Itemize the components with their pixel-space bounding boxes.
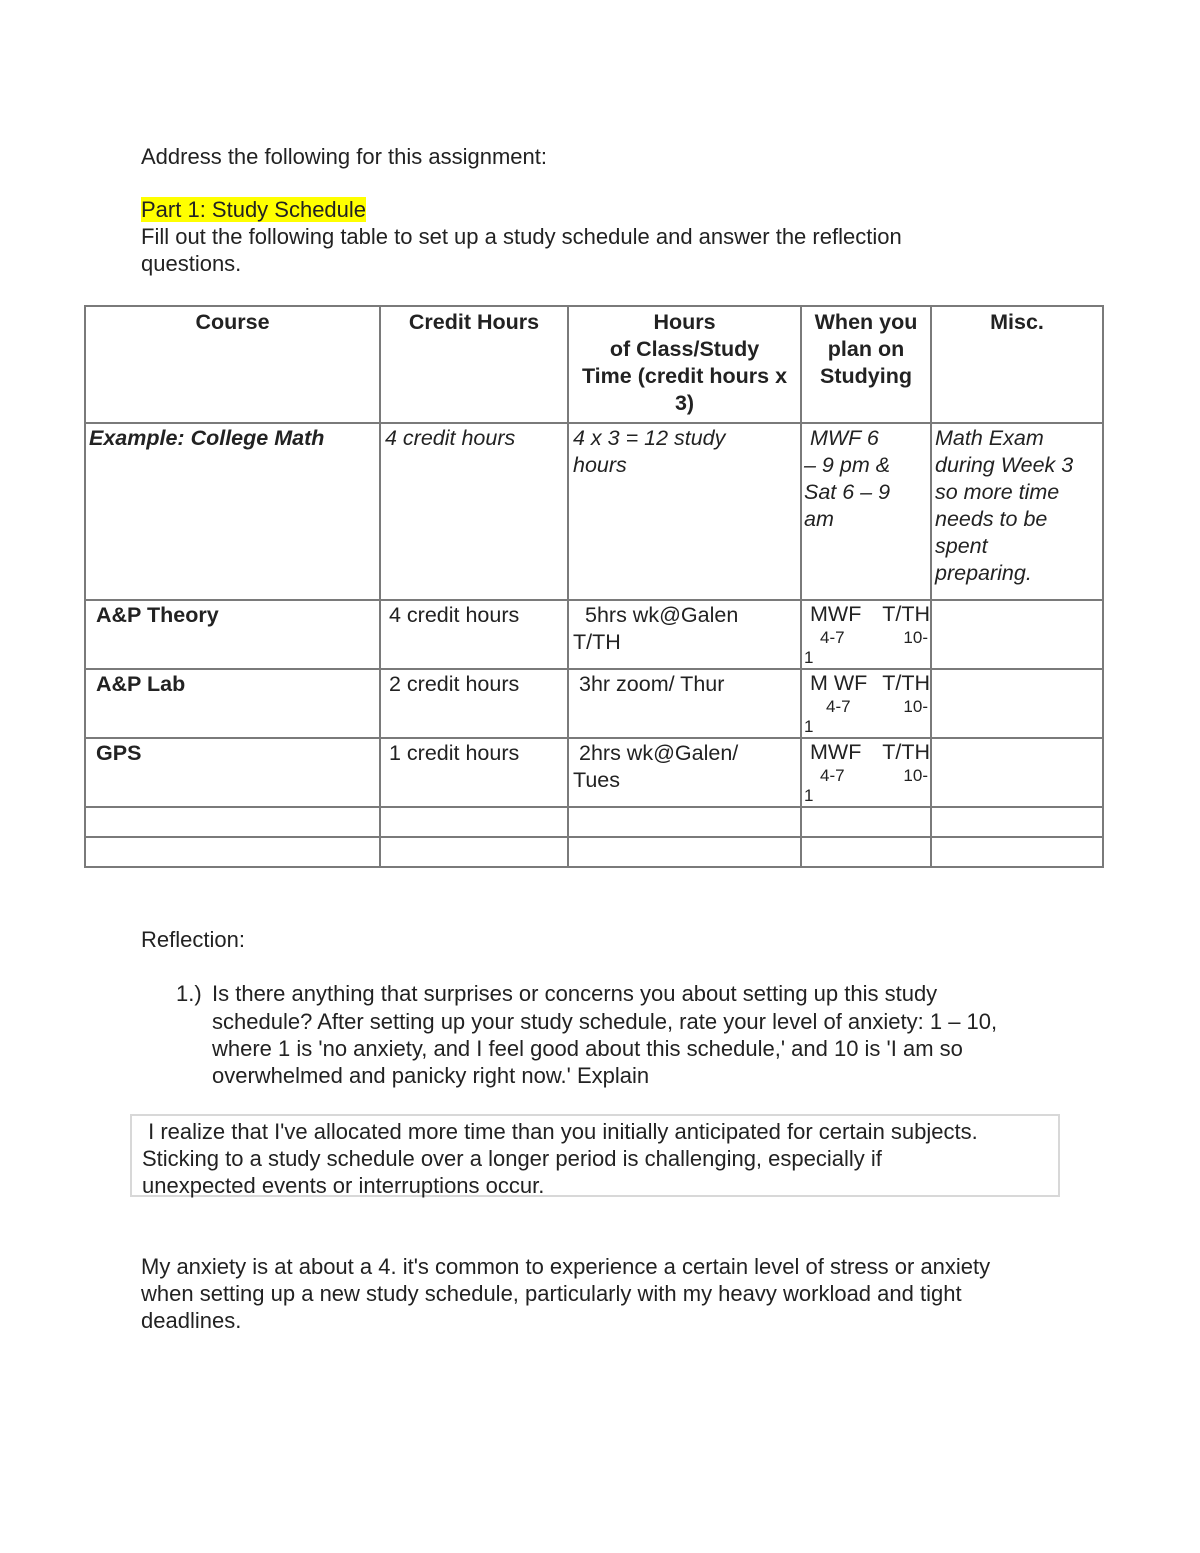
anxiety-line: My anxiety is at about a 4. it's common to experience a certain level of stress or anxiety bbox=[141, 1254, 991, 1279]
when-times: 10- bbox=[903, 766, 928, 785]
when-sub bbox=[804, 628, 930, 648]
when-cell[interactable] bbox=[801, 600, 931, 669]
when-times: 4-7 bbox=[826, 697, 851, 716]
when-days: M WF bbox=[810, 671, 868, 695]
question-number: 1.) bbox=[176, 981, 202, 1006]
question-line: schedule? After setting up your study schedule, rate your level of anxiety: 1 – 10, bbox=[212, 1009, 998, 1034]
instructions-line-1: Fill out the following table to set up a study schedule and answer the reflection bbox=[141, 224, 902, 249]
header-when bbox=[801, 306, 931, 423]
part1-heading bbox=[141, 196, 366, 223]
example-when-line: am bbox=[804, 507, 834, 531]
header-when-line: plan on bbox=[827, 337, 905, 361]
credit-cell[interactable]: 2 credit hours bbox=[380, 669, 568, 738]
when-days: T/TH bbox=[882, 671, 930, 695]
question-line: Is there anything that surprises or concerns you about setting up this study bbox=[212, 981, 938, 1006]
header-course: Course bbox=[85, 306, 380, 423]
answer-textbox[interactable] bbox=[130, 1114, 1060, 1197]
hours-cell[interactable] bbox=[568, 600, 801, 669]
when-days: MWF bbox=[810, 740, 862, 764]
hours-cell[interactable] bbox=[568, 669, 801, 738]
when-cell[interactable] bbox=[801, 669, 931, 738]
example-credit[interactable]: 4 credit hours bbox=[380, 423, 568, 600]
empty-cell[interactable] bbox=[85, 807, 380, 837]
instructions-line-2: questions. bbox=[141, 251, 242, 276]
when-cell[interactable] bbox=[801, 738, 931, 807]
table-row bbox=[85, 669, 1103, 738]
empty-cell[interactable] bbox=[568, 807, 801, 837]
part1-heading-highlight: Part 1: Study Schedule bbox=[141, 197, 367, 222]
study-schedule-table bbox=[84, 305, 1104, 868]
header-hours-line: Hours bbox=[653, 310, 716, 334]
hours-line: 5hrs wk@Galen bbox=[585, 603, 739, 627]
intro-text: Address the following for this assignment: bbox=[141, 144, 547, 169]
anxiety-line: when setting up a new study schedule, particularly with my heavy workload and tight bbox=[141, 1281, 962, 1306]
hours-line: 2hrs wk@Galen/ bbox=[579, 741, 739, 765]
empty-cell[interactable] bbox=[568, 837, 801, 867]
when-top bbox=[804, 739, 930, 766]
empty-cell[interactable] bbox=[85, 837, 380, 867]
table-row-empty bbox=[85, 837, 1103, 867]
example-misc-line: spent bbox=[935, 534, 988, 558]
header-hours bbox=[568, 306, 801, 423]
example-when[interactable] bbox=[801, 423, 931, 600]
empty-cell[interactable] bbox=[931, 807, 1103, 837]
question-line: where 1 is 'no anxiety, and I feel good about this schedule,' and 10 is 'I am so bbox=[212, 1036, 963, 1061]
empty-cell[interactable] bbox=[380, 837, 568, 867]
when-tail: 1 bbox=[804, 648, 814, 667]
answer-line: unexpected events or interruptions occur. bbox=[142, 1173, 545, 1198]
misc-cell[interactable] bbox=[931, 600, 1103, 669]
when-tail: 1 bbox=[804, 786, 814, 805]
example-when-line: MWF 6 bbox=[804, 426, 879, 450]
when-sub bbox=[804, 766, 930, 786]
empty-cell[interactable] bbox=[380, 807, 568, 837]
reflection-label: Reflection: bbox=[141, 927, 245, 952]
header-misc: Misc. bbox=[931, 306, 1103, 423]
example-misc[interactable] bbox=[931, 423, 1103, 600]
example-misc-line: needs to be bbox=[935, 507, 1048, 531]
example-hours-line: hours bbox=[573, 453, 627, 477]
example-misc-line: during Week 3 bbox=[935, 453, 1074, 477]
credit-cell[interactable]: 4 credit hours bbox=[380, 600, 568, 669]
header-when-line: Studying bbox=[820, 364, 912, 388]
answer-line: Sticking to a study schedule over a longer period is challenging, especially if bbox=[142, 1146, 882, 1171]
example-misc-line: preparing. bbox=[935, 561, 1032, 585]
header-hours-line: 3) bbox=[674, 391, 695, 415]
header-when-line: When you bbox=[814, 310, 918, 334]
table-header-row bbox=[85, 306, 1103, 423]
when-times: 4-7 bbox=[820, 628, 845, 647]
header-hours-line: of Class/Study bbox=[609, 337, 760, 361]
empty-cell[interactable] bbox=[801, 807, 931, 837]
example-misc-line: so more time bbox=[935, 480, 1060, 504]
header-credit-hours: Credit Hours bbox=[380, 306, 568, 423]
hours-line: Tues bbox=[573, 768, 620, 792]
example-hours-line: 4 x 3 = 12 study bbox=[573, 426, 726, 450]
when-times: 10- bbox=[903, 628, 928, 647]
empty-cell[interactable] bbox=[931, 837, 1103, 867]
when-tail: 1 bbox=[804, 717, 814, 736]
hours-line: T/TH bbox=[573, 630, 621, 654]
course-cell[interactable]: GPS bbox=[85, 738, 380, 807]
hours-line: 3hr zoom/ Thur bbox=[579, 672, 725, 696]
when-times: 10- bbox=[903, 697, 928, 716]
header-hours-line: Time (credit hours x bbox=[581, 364, 788, 388]
credit-cell[interactable]: 1 credit hours bbox=[380, 738, 568, 807]
example-when-line: Sat 6 – 9 bbox=[804, 480, 891, 504]
answer-line: I realize that I've allocated more time than you initially anticipated for certain subjects. bbox=[142, 1119, 978, 1144]
empty-cell[interactable] bbox=[801, 837, 931, 867]
when-days: T/TH bbox=[882, 740, 930, 764]
course-cell[interactable]: A&P Lab bbox=[85, 669, 380, 738]
question-line: overwhelmed and panicky right now.' Explain bbox=[212, 1063, 650, 1088]
misc-cell[interactable] bbox=[931, 669, 1103, 738]
when-times: 4-7 bbox=[820, 766, 845, 785]
course-cell[interactable]: A&P Theory bbox=[85, 600, 380, 669]
example-misc-line: Math Exam bbox=[935, 426, 1044, 450]
example-when-line: – 9 pm & bbox=[804, 453, 891, 477]
when-days: T/TH bbox=[882, 602, 930, 626]
when-days: MWF bbox=[810, 602, 862, 626]
when-top bbox=[804, 601, 930, 628]
example-hours[interactable] bbox=[568, 423, 801, 600]
example-course[interactable]: Example: College Math bbox=[85, 423, 380, 600]
misc-cell[interactable] bbox=[931, 738, 1103, 807]
when-top bbox=[804, 670, 930, 697]
table-row-example bbox=[85, 423, 1103, 600]
table-row-empty bbox=[85, 807, 1103, 837]
anxiety-line: deadlines. bbox=[141, 1308, 242, 1333]
table-row bbox=[85, 600, 1103, 669]
when-sub bbox=[804, 697, 930, 717]
table-row bbox=[85, 738, 1103, 807]
hours-cell[interactable] bbox=[568, 738, 801, 807]
